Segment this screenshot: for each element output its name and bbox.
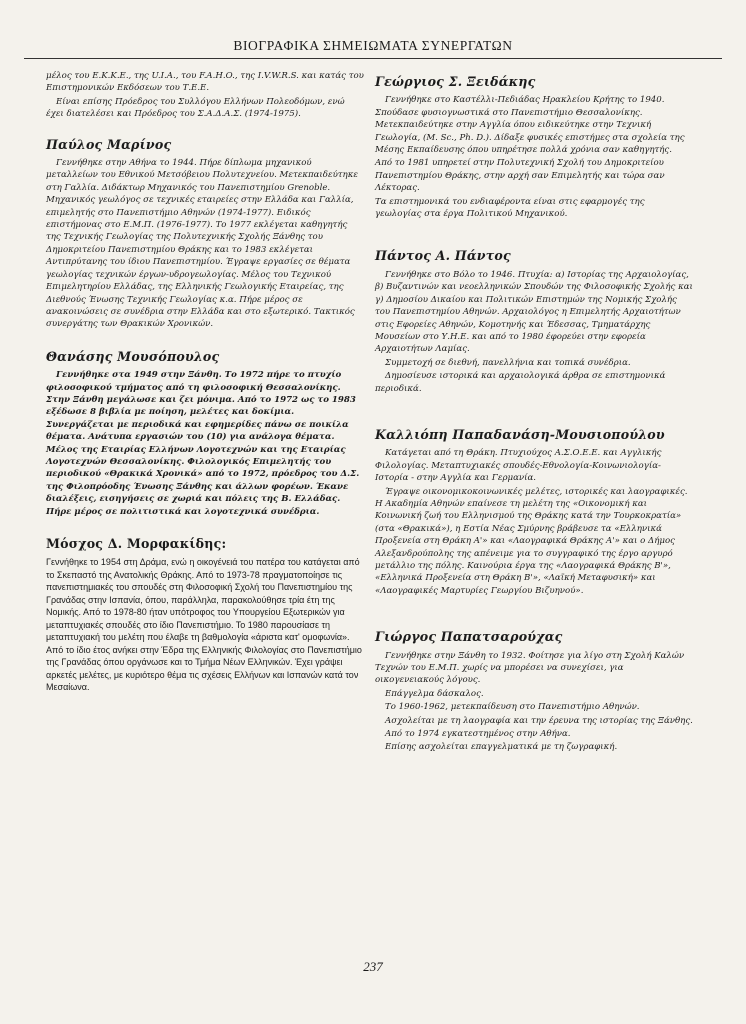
bio-name: Γεώργιος Σ. Ξειδάκης — [375, 74, 536, 89]
bio-name: Θανάσης Μουσόπουλος — [46, 348, 220, 364]
bio-paragraph: Γεννήθηκε το 1954 στη Δράμα, ενώ η οικογένειά του πατέρα του κατάγεται από το Σκεπαστό της Ανατολικής Θράκης. Από το 1973-78 πραγματοποίησε τις πανεπιστημιακές του σπουδές στη Φιλοσοφική Σχολή του Πανεπιστημίου της Γρανάδας στην Ισπανία, όπου, παράλληλα, παρακολούθησε τρία έτη της Νομικής. Από το 1978-80 ήταν υπότροφος του Υπουργείου Εξωτερικών για μεταπτυχιακές σπουδές στο ίδιο Πανεπιστήμιο. Το 1980 παρουσίασε τη μεταπτυχιακή του μελέτη που έλαβε τη βαθμολογία «άριστα κατ' ομοφωνία». Από το ίδιο έτος ανήκει στην Έδρα της Ελληνικής Φιλολογίας στο Πανεπιστήμιο της Γρανάδας όπου οργάνωσε και το Τμήμα Νέων Ελληνικών. Έχει γράψει αρκετές μελέτες, με κυριότερο θέμα τις σχέσεις Ελλήνων και Ισπανών κατά τον Μεσαίωνα. — [46, 557, 362, 693]
bio-name: Γιώργος Παπατσαρούχας — [375, 629, 563, 645]
bio-entry — [375, 426, 693, 597]
right-column — [375, 70, 693, 768]
bio-paragraph: Κατάγεται από τη Θράκη. Πτυχιούχος Α.Σ.Ο.Ε.Ε. και Αγγλικής Φιλολογίας. Μεταπτυχιακές σπουδές-Εθνολογία-Κοινωνιολογία-Ιστορία - στην Αγγλία και Γερμανία. — [375, 448, 662, 484]
bio-name: Παύλος Μαρίνος — [46, 136, 172, 152]
bio-entry — [46, 538, 364, 694]
bio-entry — [375, 631, 693, 754]
page-number: 237 — [363, 959, 383, 974]
bio-paragraph: Γεννήθηκε στην Αθήνα το 1944. Πήρε δίπλωμα μηχανικού μεταλλείων του Εθνικού Μετσόβειου Πολυτεχνείου. Μετεκπαιδεύτηκε στη Γαλλία. Διδάκτωρ Μηχανικός του Πανεπιστημίου Grenoble. Μηχανικός γεωλόγος σε τεχνικές εταιρείες στην Ελλάδα και Γαλλία, επιμελητής στο Πανεπιστήμιο Αθηνών (1974-1977). Ειδικός επιστήμονας στο Ε.Μ.Π. (1976-1977). Το 1977 εκλέγεται καθηγητής της Τεχνικής Γεωλογίας της Πολυτεχνικής Σχολής Ξάνθης του Δημοκριτείου Πανεπιστημίου Θράκης και το 1983 εκλέγεται Αντιπρύτανης του ίδιου Πανεπιστημίου. Έγραψε εργασίες σε θέματα γεωλογίας τεχνικών έργων-υδρογεωλογίας. Μέλος του Τεχνικού Επιμελητηρίου Ελλάδας, της Ελληνικής Γεωλογικής Εταιρείας, της Διεθνούς Ένωσης Τεχνικής Γεωλογίας κ.α. Πήρε μέρος σε ανακοινώσεις σε συνέδρια στην Ελλάδα και στο εξωτερικό. Τακτικός συνεργάτης των Θρακικών Χρονικών. — [46, 158, 358, 330]
bio-paragraph: Από το 1974 εγκατεστημένος στην Αθήνα. — [385, 729, 571, 740]
bio-paragraph: Δημοσίευσε ιστορικά και αρχαιολογικά άρθρα σε επιστημονικά περιοδικά. — [375, 371, 666, 394]
bio-paragraph: Το 1960-1962, μετεκπαίδευση στο Πανεπιστήμιο Αθηνών. — [385, 702, 640, 713]
header-rule — [24, 58, 722, 59]
bio-entry — [375, 76, 693, 220]
bio-paragraph: Γεννήθηκε στο Καστέλλι-Πεδιάδας Ηρακλείου Κρήτης το 1940. Σπούδασε φυσιογνωστικά στο Πανεπιστήμιο Θεσσαλονίκης. Μετεκπαιδεύτηκε στην Αγγλία όπου ειδικεύτηκε στην Τεχνική Γεωλογία, (M. Sc., Ph. D.). Δίδαξε φυσικές επιστήμες στα σχολεία της Μέσης Εκπαίδευσης όπου υπηρέτησε πολλά χρόνια σαν καθηγητής. — [375, 95, 685, 156]
bio-paragraph: Γεννήθηκε στα 1949 στην Ξάνθη. Το 1972 πήρε το πτυχίο φιλοσοφικού τμήματος από τη φιλοσοφική Θεσσαλονίκης. Στην Ξάνθη μεγάλωσε και ζει μόνιμα. Από το 1972 ως το 1983 εξέδωσε 8 βιβλία με ποίηση, μελέτες και δοκίμια. Συνεργάζεται με περιοδικά και εφημερίδες πάνω σε ποικίλα θέματα. Ανάτυπα εργασιών του (10) για ανάλογα θέματα. Μέλος της Εταιρίας Ελλήνων Λογοτεχνών και της Εταιρίας Λογοτεχνών Θεσσαλονίκης. Φιλολογικός Επιμελητής του περιοδικού «Θρακικά Χρονικά» από το 1972, πρόεδρος του Δ.Σ. της Φιλοπρόοδης Ένωσης Ξάνθης και άλλων φορέων. Έκανε διαλέξεις, εισηγήσεις σε χωριά και πόλεις της Β. Ελλάδας. Πήρε μέρος σε πολιτιστικά και λογοτεχνικά συνέδρια. — [46, 370, 360, 517]
bio-name: Πάντος Α. Πάντος — [375, 248, 511, 264]
bio-entry — [46, 348, 364, 518]
bio-entry — [375, 250, 693, 394]
bio-paragraph: Επίσης ασχολείται επαγγελματικά με τη ζωγραφική. — [385, 742, 618, 753]
bio-name: Μόσχος Δ. Μορφακίδης: — [46, 536, 227, 551]
intro-continuation — [46, 70, 364, 121]
bio-paragraph: Έγραψε οικονομικοκοινωνικές μελέτες, ιστορικές και λαογραφικές. Η Ακαδημία Αθηνών επαίνεσε τη μελέτη της «Οικονομική και Κοινωνική ζωή του Ελληνισμού της Θράκης κατά την Τουρκοκρατία» (στα «Θρακικά»), η Εστία Νέας Σμύρνης βράβευσε τα «Ελληνικά Προξενεία στη Θράκη Α'» και «Λαογραφικά Θράκης Α'» και ο Δήμος Αλεξανδρούπολης της απένειμε για το συγγραφικό της έργο αργυρό μετάλλιο της πόλης. Καινούρια έργα της «Λαογραφικά Θράκης Β'», «Ελληνικά Προξενεία στη Θράκη Β'», «Λαϊκή Μεταφυσική» και «Λαογραφικές Μαρτυρίες Γεωργίου Βιζυηνού». — [375, 486, 688, 596]
bio-paragraph: Τα επιστημονικά του ενδιαφέροντα είναι στις εφαρμογές της γεωλογίας στα έργα Πολιτικού Μηχανικού. — [375, 196, 645, 220]
bio-paragraph: Γεννήθηκε στην Ξάνθη το 1932. Φοίτησε για λίγο στη Σχολή Καλών Τεχνών του Ε.Μ.Π. χωρίς να μπορέσει να συνεχίσει, για οικογενειακούς λόγους. — [375, 650, 685, 686]
bio-entry — [46, 136, 364, 331]
bio-paragraph: Από το 1981 υπηρετεί στην Πολυτεχνική Σχολή του Δημοκριτείου Πανεπιστημίου Θράκης, στην αρχή σαν Επιμελητής και τώρα σαν Λέκτορας. — [375, 158, 665, 194]
bio-paragraph: Γεννήθηκε στο Βόλο το 1946. Πτυχία: α) Ιστορίας της Αρχαιολογίας, β) Βυζαντινών και νεοελληνικών Σπουδών της Φιλοσοφικής Σχολής και γ) Δημοσίου Δικαίου και Πολιτικών Επιστημών της Νομικής Σχολής του Πανεπιστημίου Αθηνών. Αρχαιολόγος η Επιμελητής Αρχαιοτήτων στις Εφορείες Αθηνών, Κομοτηνής και Έδεσσας, Τμηματάρχης Μουσείων στο Υ.Η.Ε. και από το 1980 έφορεύει στην εφορεία Αρχαιοτήτων Λαμίας. — [375, 269, 693, 355]
intro-paragraph: Είναι επίσης Πρόεδρος του Συλλόγου Ελλήνων Πολεοδόμων, ενώ έχει διατελέσει και Πρόεδρος του Σ.Α.Δ.Α.Σ. (1974-1975). — [46, 96, 345, 120]
bio-name: Καλλιόπη Παπαδανάση-Μουσιοπούλου — [375, 426, 665, 442]
bio-paragraph: Συμμετοχή σε διεθνή, πανελλήνια και τοπικά συνέδρια. — [385, 357, 631, 368]
left-column — [46, 70, 364, 708]
intro-paragraph: μέλος του Ε.Κ.Κ.Ε., της U.I.A., του F.A.H.O., της I.V.W.R.S. και κατάς του Επιστημονικών Εκδόσεων του Τ.Ε.Ε. — [46, 71, 364, 94]
bio-paragraph: Επάγγελμα δάσκαλος. — [385, 688, 484, 699]
bio-paragraph: Ασχολείται με τη λαογραφία και την έρευνα της ιστορίας της Ξάνθης. — [385, 715, 693, 726]
running-header: ΒΙΟΓΡΑΦΙΚΑ ΣΗΜΕΙΩΜΑΤΑ ΣΥΝΕΡΓΑΤΩΝ — [233, 38, 513, 53]
